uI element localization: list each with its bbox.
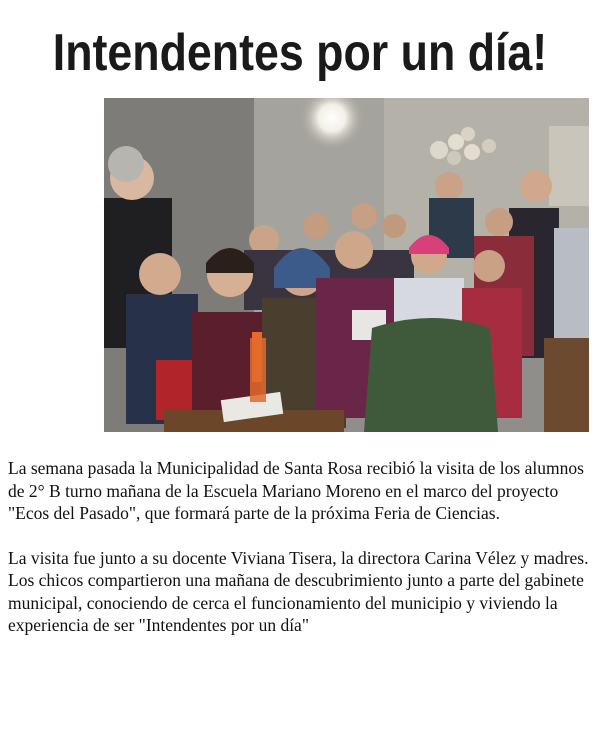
paragraph-spacer (8, 525, 594, 547)
headline: Intendentes por un día! (52, 24, 548, 82)
paragraph-1: La semana pasada la Municipalidad de Santa Rosa recibió la visita de los alumnos de 2° B turno mañana de la Escuela Mariano Moreno en el marco del proyecto "Ecos del Pasado", que formará parte de la próxima Feria de Ciencias. (8, 458, 584, 523)
paragraph-2: La visita fue junto a su docente Viviana Tisera, la directora Carina Vélez y madres. Los chicos compartieron una mañana de descubrimiento junto a parte del gabinete municipal, conociendo de cerca el funcionamiento del municipio y viviendo la experiencia de ser "Intendentes por un día" (8, 547, 589, 635)
article-photo (104, 98, 589, 432)
article-body (8, 457, 594, 637)
